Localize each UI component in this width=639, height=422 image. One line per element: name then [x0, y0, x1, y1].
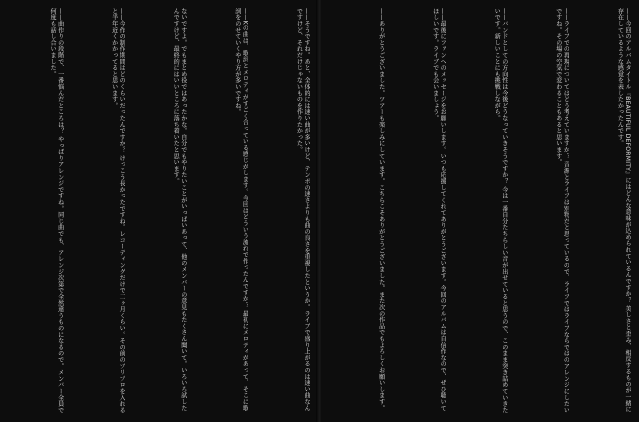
left-page-text-columns — [8, 8, 310, 416]
right-page — [321, 0, 639, 422]
right-page-text-columns — [329, 8, 631, 416]
text-column: ——ありがとうございました。ツアーも楽しみにしています。こちらこそありがとうございました。また次の作品でもよろしくお願いします。 — [377, 8, 385, 412]
text-column: ——曲作りの段階で、一番悩んだところは？ やっぱりアレンジですね。同じ曲でも、アレンジ次第で全然違うものになるので。メンバー全員で何度も話し合いました。 — [49, 8, 64, 414]
text-column: ——最後にファンへのメッセージをお願いします。いつも応援してくれてありがとうございます。今回のアルバムは自信作なので、ぜひ聴いてほしいです。ライブでも会いましょう。 — [431, 8, 447, 412]
text-column: ——Kの曲は、歌詞とメロディがすごく合っている感じがします。今回はどういう流れで作ったんですか？ 最初にメロディがあって、そこに歌詞をのせていくやり方が多いですね。 — [233, 8, 249, 412]
text-column: ——バンドとしての方向性は今後どうなっていきそうですか？ 今は一番自分たちらしい音が出せていると思うので、このまま突き詰めていきたいです。新しいことにも挑戦しながら。 — [493, 8, 508, 414]
text-column: ——今作の制作期間はどのくらいだったんですか？ けっこう長かったですね。レコーディングだけで二ヶ月くらい。その前のプリプロを入れると半年近くかかってると思います。 — [110, 8, 126, 414]
left-page — [0, 0, 318, 422]
text-column: ——そうですね。あと、全体的には速い曲が多いけど、テンポの速さよりも曲の良さを重視したというか。ライブで盛り上がるのは速い曲なんですけど、それだけじゃないものを作りたかった。 — [295, 8, 310, 412]
text-column: ないですよ。でもまとめ役ではあったかな。自分でもやりたいことがいっぱいあって、他のメンバーの意見もたくさん聞いて。いろいろ試したんですけど、最終的にはいいところに落ち着いたと思います。 — [172, 8, 187, 412]
text-column: ——今回のアルバムタイトル『BEAUTIFUL DEFORMITY』にはどんな意味が込められているんですか？ 美しさと歪み、相反するものが一緒に存在しているような感覚を表したかったんです。 — [616, 8, 631, 413]
text-column: ——ライブでの再現についてはどう考えていますか？ 音源とライブは別物だと思っているので、ライブではライブならではのアレンジにしたいですね。その場の空気で変わることもあると思います。 — [554, 8, 570, 414]
